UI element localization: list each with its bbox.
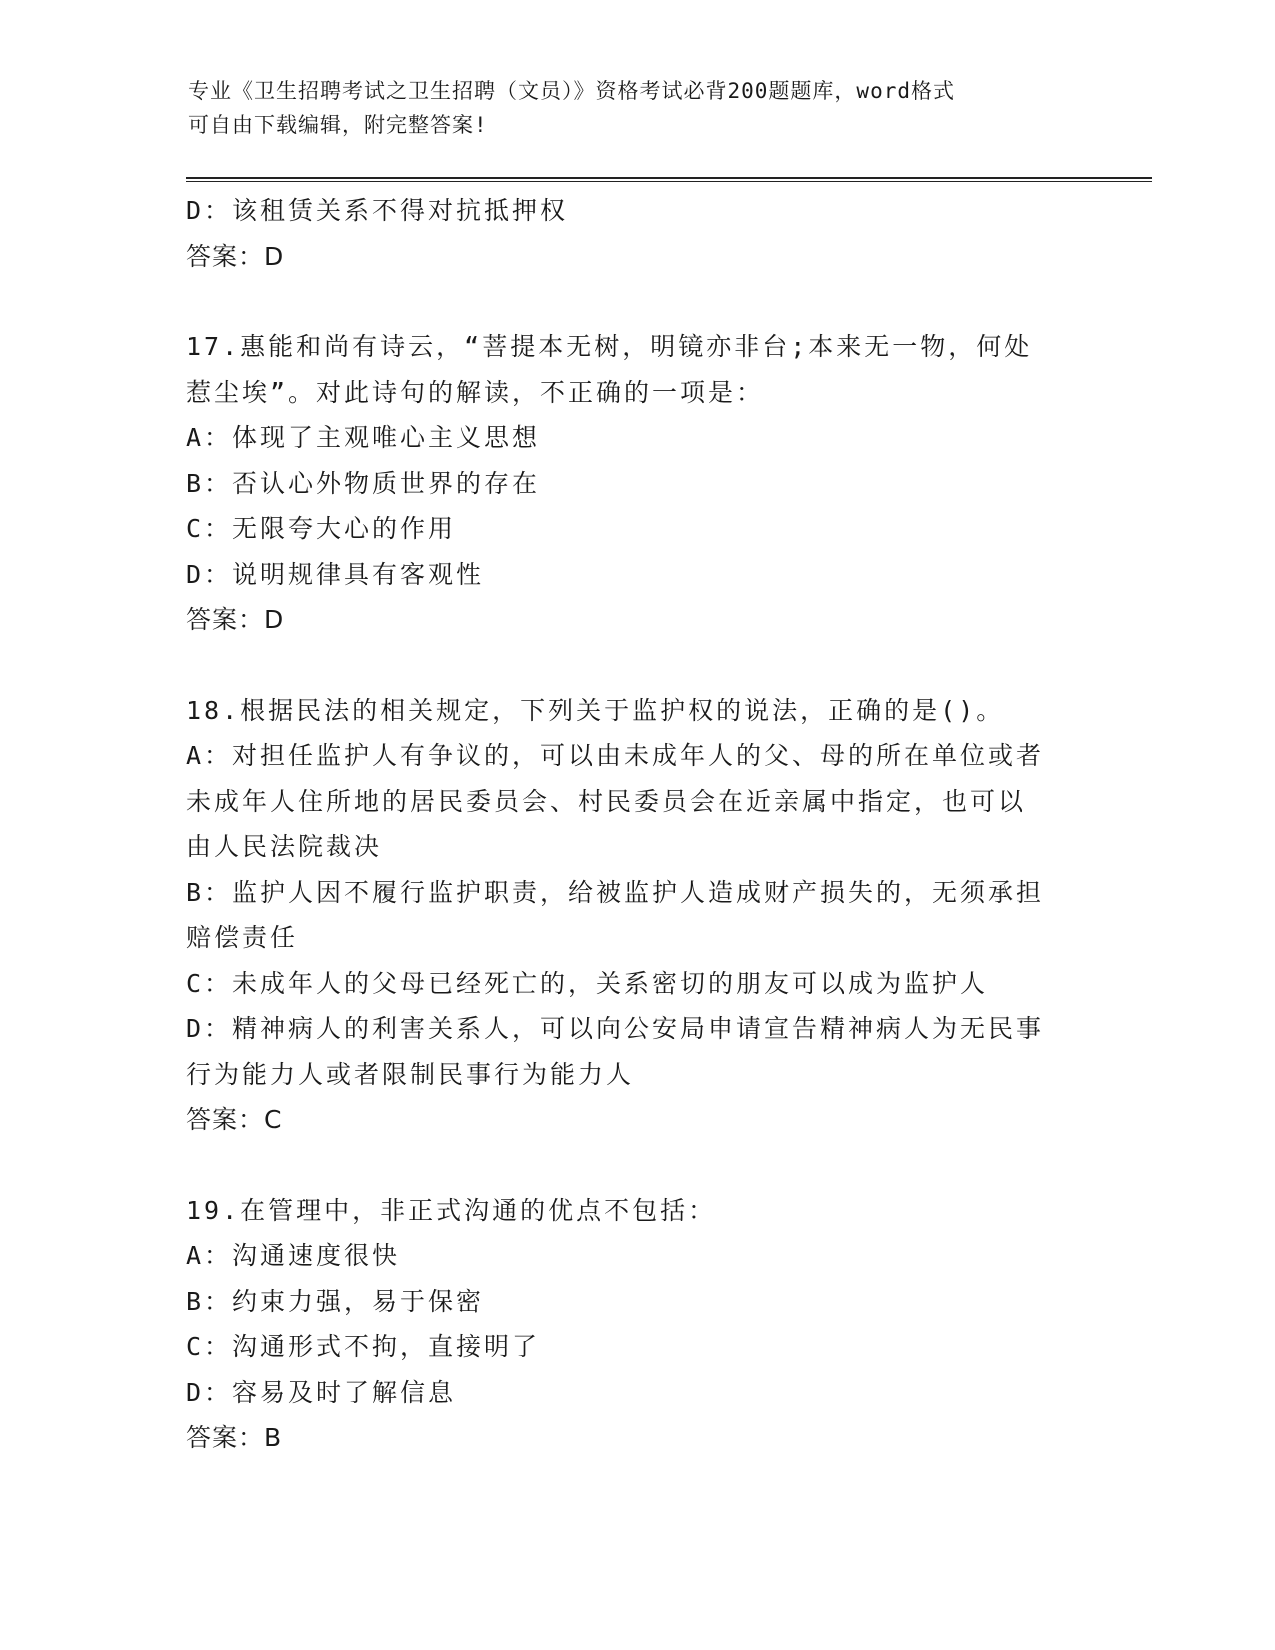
document-header <box>188 74 1068 142</box>
question-stem-line: 18.根据民法的相关规定，下列关于监护权的说法，正确的是()。 <box>186 695 1005 725</box>
question-17 <box>186 324 1086 643</box>
option-d: D：容易及时了解信息 <box>186 1377 457 1407</box>
answer-line: 答案：D <box>186 241 285 271</box>
question-stem-line: 17.惠能和尚有诗云，“菩提本无树，明镜亦非台;本来无一物，何处 <box>186 332 1033 361</box>
header-title-line-1: 专业《卫生招聘考试之卫生招聘（文员）》资格考试必背200题题库，word格式 <box>188 79 955 103</box>
option-b: B：否认心外物质世界的存在 <box>186 468 541 498</box>
answer-line: 答案：C <box>186 1105 283 1134</box>
option-c: C：无限夸大心的作用 <box>186 514 457 543</box>
option-c: C：沟通形式不拘，直接明了 <box>186 1332 541 1361</box>
carryover-question <box>186 188 1086 279</box>
question-19 <box>186 1188 1086 1461</box>
option-b-continuation: 赔偿责任 <box>186 923 299 952</box>
option-a: A：体现了主观唯心主义思想 <box>186 423 541 452</box>
header-title-line-2: 可自由下载编辑，附完整答案! <box>188 113 488 137</box>
option-d: D：该租赁关系不得对抗抵押权 <box>186 196 569 225</box>
option-d-continuation: 行为能力人或者限制民事行为能力人 <box>186 1059 635 1089</box>
option-a-continuation: 由人民法院裁决 <box>186 832 383 861</box>
option-b: B：监护人因不履行监护职责，给被监护人造成财产损失的，无须承担 <box>186 877 1045 907</box>
option-d: D：说明规律具有客观性 <box>186 559 485 589</box>
question-stem-line: 19.在管理中，非正式沟通的优点不包括： <box>186 1195 717 1225</box>
answer-line: 答案：B <box>186 1423 283 1452</box>
option-b: B：约束力强，易于保密 <box>186 1286 485 1316</box>
question-stem-line: 惹尘埃”。对此诗句的解读，不正确的一项是： <box>186 377 765 407</box>
option-a-continuation: 未成年人住所地的居民委员会、村民委员会在近亲属中指定，也可以 <box>186 786 1027 816</box>
document-body <box>186 188 1086 1461</box>
option-a: A：沟通速度很快 <box>186 1241 401 1270</box>
option-c: C：未成年人的父母已经死亡的，关系密切的朋友可以成为监护人 <box>186 968 989 998</box>
header-divider <box>186 177 1152 182</box>
option-d: D：精神病人的利害关系人，可以向公安局申请宣告精神病人为无民事 <box>186 1014 1045 1043</box>
answer-line: 答案：D <box>186 605 285 634</box>
option-a: A：对担任监护人有争议的，可以由未成年人的父、母的所在单位或者 <box>186 741 1045 770</box>
question-18 <box>186 688 1086 1143</box>
